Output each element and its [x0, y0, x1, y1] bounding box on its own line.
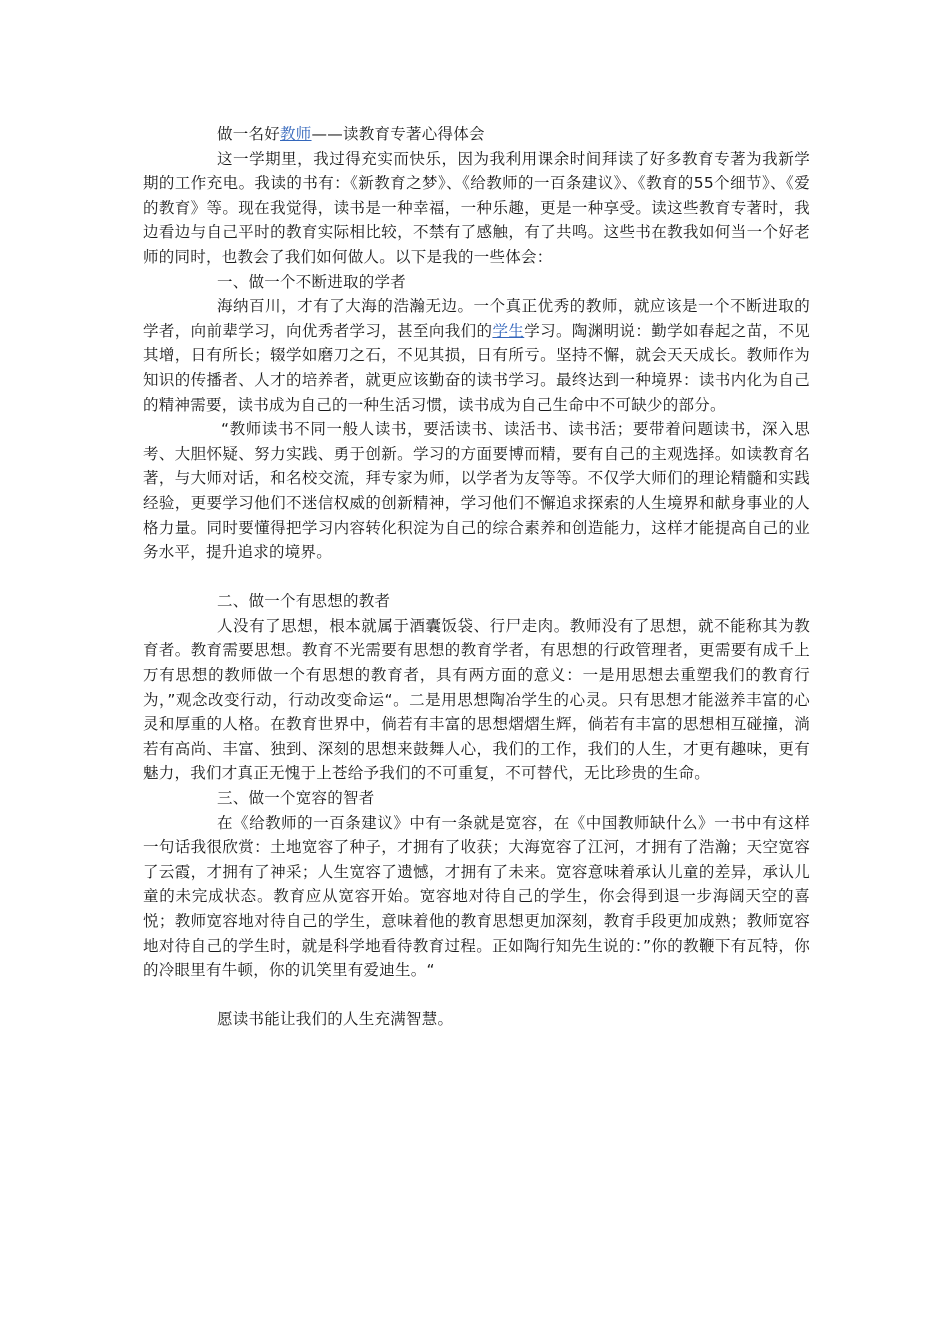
section1-heading: 一、做一个不断进取的学者: [217, 272, 407, 291]
blank-line: [143, 565, 810, 590]
section2-heading: 二、做一个有思想的教者: [217, 592, 391, 611]
document-title: [143, 122, 810, 147]
section1-p1-text-b: 学习。陶渊明说：勤学如春起之苗，不见其增，日有所长；辍学如磨刀之石，不见其损，日有所亏。坚持不懈，就会天天成长。教师作为知识的传播者、人才的培养者，就更应该勤奋的读书学习。最终达到一种境界：读书内化为自己的精神需要，读书成为自己的一种生活习惯，读书成为自己生命中不可缺少的部分。: [143, 321, 810, 414]
link-student[interactable]: 学生: [492, 321, 525, 340]
document-body: [143, 122, 810, 1032]
closing-line: 愿读书能让我们的人生充满智慧。: [217, 1010, 454, 1029]
blank-line: [143, 983, 810, 1008]
section3-paragraph-1: 在《给教师的一百条建议》中有一条就是宽容，在《中国教师缺什么》一书中有这样一句话我很欣赏：土地宽容了种子，才拥有了收获；大海宽容了江河，才拥有了浩瀚；天空宽容了云霞，才拥有了神采；人生宽容了遗憾，才拥有了未来。宽容意味着承认儿童的差异，承认儿童的未完成状态。教育应从宽容开始。宽容地对待自己的学生，你会得到退一步海阔天空的喜悦；教师宽容地对待自己的学生，意味着他的教育思想更加深刻，教育手段更加成熟；教师宽容地对待自己的学生时，就是科学地看待教育过程。正如陶行知先生说的：”你的教鞭下有瓦特，你的冷眼里有牛顿，你的讥笑里有爱迪生。“: [143, 813, 810, 980]
title-suffix: ——读教育专著心得体会: [311, 125, 485, 143]
section2-paragraph-1: 人没有了思想，根本就属于酒囊饭袋、行尸走肉。教师没有了思想，就不能称其为教育者。教育需要思想。教育不光需要有思想的教育学者，有思想的行政管理者，更需要有成千上万有思想的教师做一个有思想的教育者，具有两方面的意义：一是用思想去重塑我们的教育行为，”观念改变行动，行动改变命运“。二是用思想陶冶学生的心灵。只有思想才能滋养丰富的心灵和厚重的人格。在教育世界中，倘若有丰富的思想熠熠生辉，倘若有丰富的思想相互碰撞，淌若有高尚、丰富、独到、深刻的思想来鼓舞人心，我们的工作，我们的人生，才更有趣味，更有魅力，我们才真正无愧于上苍给予我们的不可重复，不可替代，无比珍贵的生命。: [143, 616, 810, 783]
section1-p1-text-a: 海纳百川，才有了大海的浩瀚无边。一个真正优秀的教师，就应该是一个不断进取的学者，向前辈学习，向优秀者学习，甚至向我们的: [143, 297, 810, 340]
section1-paragraph-1: [143, 294, 810, 417]
section1-paragraph-2: “教师读书不同一般人读书，要活读书、读活书、读书活；要带着问题读书，深入思考、大胆怀疑、努力实践、勇于创新。学习的方面要博而精，要有自己的主观选择。如读教育名著，与大师对话，和名校交流，拜专家为师，以学者为友等等。不仅学大师们的理论精髓和实践经验，更要学习他们不迷信权威的创新精神，学习他们不懈追求探索的人生境界和献身事业的人格力量。同时要懂得把学习内容转化积淀为自己的综合素养和创造能力，这样才能提高自己的业务水平，提升追求的境界。: [143, 420, 810, 562]
title-link-teacher[interactable]: 教师: [280, 125, 312, 143]
intro-paragraph: 这一学期里，我过得充实而快乐，因为我利用课余时间拜读了好多教育专著为我新学期的工作充电。我读的书有：《新教育之梦》、《给教师的一百条建议》、《教育的55个细节》、《爱的教育》等。现在我觉得，读书是一种幸福，一种乐趣，更是一种享受。读这些教育专著时，我边看边与自己平时的教育实际相比较，不禁有了感触，有了共鸣。这些书在教我如何当一个好老师的同时，也教会了我们如何做人。以下是我的一些体会：: [143, 149, 810, 266]
section3-heading: 三、做一个宽容的智者: [217, 789, 375, 808]
title-prefix: 做一名好: [217, 125, 281, 143]
